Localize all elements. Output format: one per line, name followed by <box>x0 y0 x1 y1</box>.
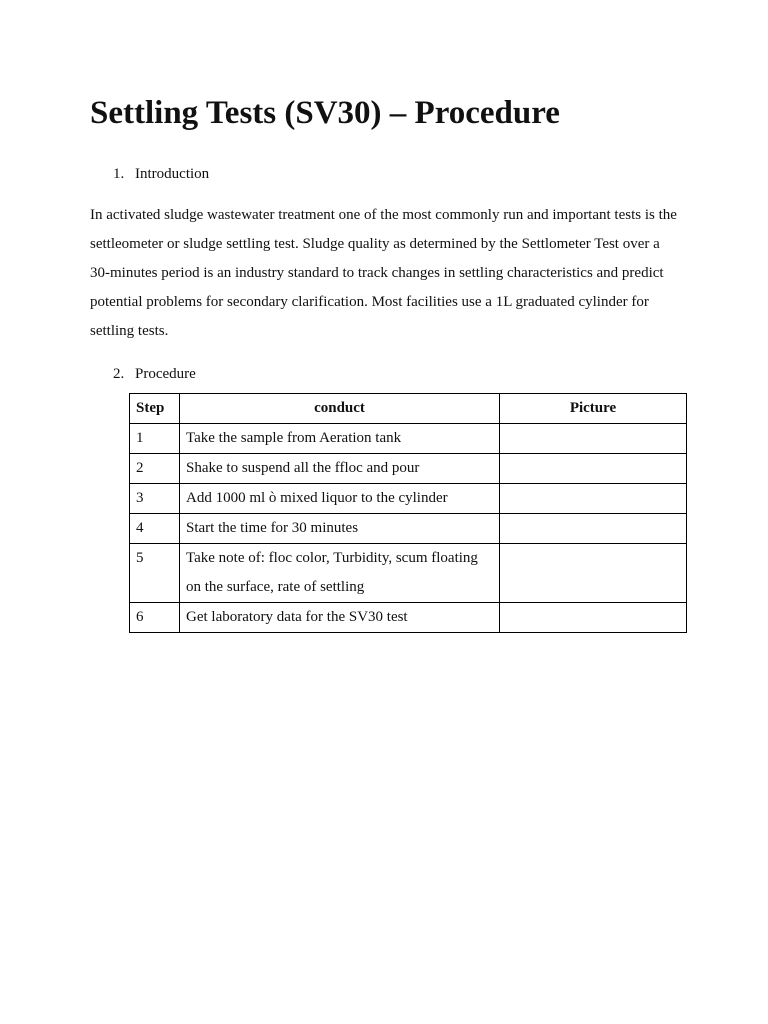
picture-cell <box>500 454 687 484</box>
conduct-cell: Get laboratory data for the SV30 test <box>180 603 500 633</box>
header-picture: Picture <box>500 394 687 424</box>
header-conduct: conduct <box>180 394 500 424</box>
conduct-cell: Shake to suspend all the ffloc and pour <box>180 454 500 484</box>
section-heading-label: Introduction <box>135 166 210 182</box>
section-number: 2. <box>113 366 125 382</box>
table-header-row <box>130 394 687 424</box>
conduct-cell: Take the sample from Aeration tank <box>180 424 500 454</box>
step-cell: 5 <box>130 544 180 603</box>
procedure-table <box>129 393 687 633</box>
step-cell: 6 <box>130 603 180 633</box>
conduct-cell: Take note of: floc color, Turbidity, scum floating on the surface, rate of settling <box>180 544 500 603</box>
section-number: 1. <box>113 166 125 182</box>
table-row <box>130 454 687 484</box>
table-row <box>130 544 687 603</box>
picture-cell <box>500 603 687 633</box>
step-cell: 2 <box>130 454 180 484</box>
table-row <box>130 484 687 514</box>
picture-cell <box>500 424 687 454</box>
picture-cell <box>500 544 687 603</box>
table-row <box>130 514 687 544</box>
section-heading-label: Procedure <box>135 366 196 382</box>
conduct-cell: Start the time for 30 minutes <box>180 514 500 544</box>
step-cell: 4 <box>130 514 180 544</box>
page-title: Settling Tests (SV30) – Procedure <box>90 95 560 131</box>
header-step: Step <box>130 394 180 424</box>
step-cell: 3 <box>130 484 180 514</box>
step-cell: 1 <box>130 424 180 454</box>
picture-cell <box>500 484 687 514</box>
table-row <box>130 603 687 633</box>
picture-cell <box>500 514 687 544</box>
table-row <box>130 424 687 454</box>
section-heading-introduction <box>113 164 209 184</box>
introduction-paragraph: In activated sludge wastewater treatment one of the most commonly run and important tests is the settleometer or sludge settling test. Sludge quality as determined by the Settlometer Test over a 30-minutes period is an industry standard to track changes in settling characteristics and predict potential problems for secondary clarification. Most facilities use a 1L graduated cylinder for settling tests. <box>90 207 677 339</box>
section-heading-procedure <box>113 364 196 384</box>
conduct-cell: Add 1000 ml ò mixed liquor to the cylinder <box>180 484 500 514</box>
